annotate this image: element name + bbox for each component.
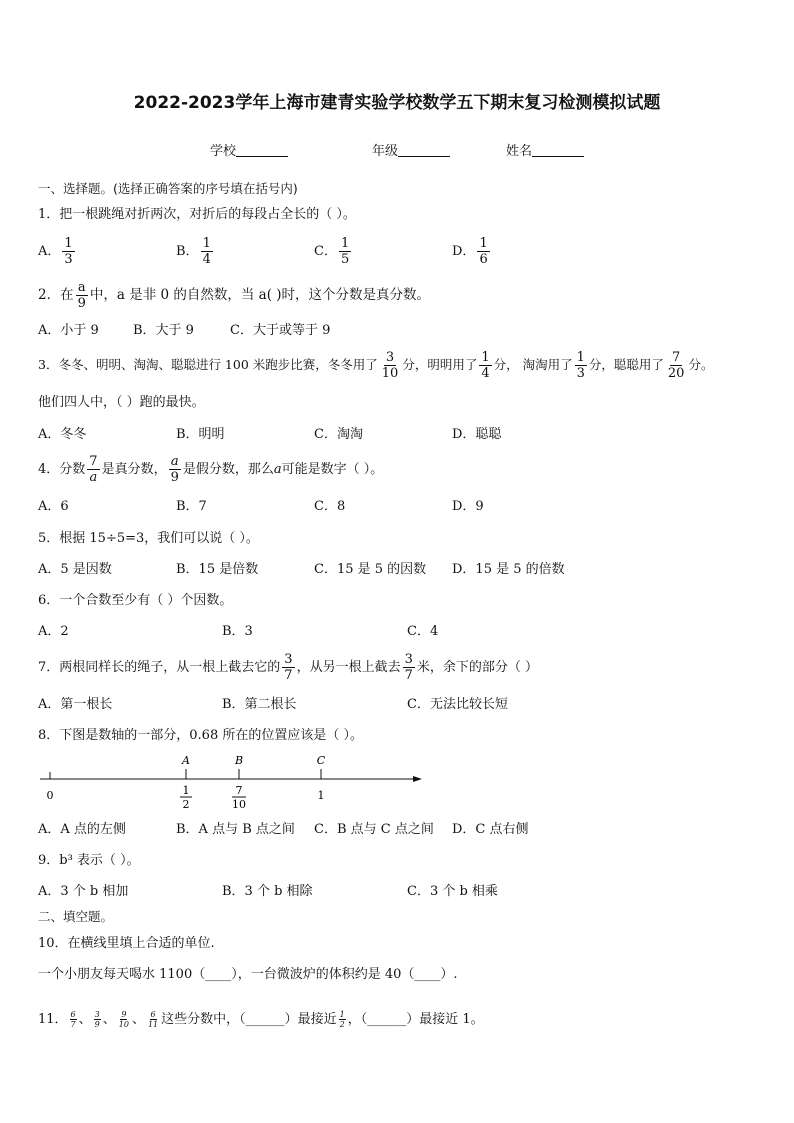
q3-option-a[interactable]: A．冬冬	[38, 427, 87, 442]
frac-den: 7	[404, 668, 413, 683]
school-field[interactable]	[210, 140, 288, 159]
frac-den: 9	[77, 296, 86, 311]
q2-text-post: 中，a 是非 0 的自然数，当 a( )时，这个分数是真分数。	[89, 287, 431, 303]
q6-option-a[interactable]: A．2	[38, 624, 69, 639]
q4-option-a[interactable]: A．6	[38, 499, 69, 514]
q4-text: 是假分数，那么	[182, 462, 274, 477]
q4-text: 是真分数，	[101, 462, 167, 477]
q11-text: ，（______）最接近 1。	[347, 1012, 484, 1027]
frac-num: 6	[150, 1010, 156, 1019]
q9-option-b[interactable]: B．3 个 b 相除	[222, 884, 313, 899]
frac-num: 3	[284, 652, 293, 667]
q2-stem	[38, 280, 430, 311]
q3-stem	[38, 350, 713, 381]
q1-option-d[interactable]	[452, 236, 492, 267]
q1-option-c[interactable]	[314, 236, 353, 267]
frac-num: 1	[202, 236, 211, 251]
tick-label-zero: 0	[46, 789, 54, 802]
frac-num: 1	[481, 350, 490, 365]
q7-option-a[interactable]: A．第一根长	[38, 697, 113, 712]
frac-den: 4	[202, 252, 211, 267]
q8-option-c[interactable]: C．B 点与 C 点之间	[314, 822, 434, 837]
frac-num: 1	[64, 236, 73, 251]
name-label: 姓名	[506, 144, 533, 159]
q3-option-b[interactable]: B．明明	[176, 427, 225, 442]
frac-den: 6	[479, 252, 488, 267]
frac-num: 1	[576, 350, 585, 365]
q4-text: 可能是数字（ ）。	[281, 462, 384, 477]
frac-num: 1	[479, 236, 488, 251]
frac-num: a	[170, 454, 179, 469]
q3-option-c[interactable]: C．淘淘	[314, 427, 363, 442]
q3-text: 3．冬冬、明明、淘淘、聪聪进行 100 米跑步比赛，冬冬用了	[38, 357, 378, 372]
q10-line2[interactable]: 一个小朋友每天喝水 1100（____），一台微波炉的体积约是 40（____）.	[38, 967, 458, 982]
frac-den: 3	[64, 252, 73, 267]
tick-label-a-den: 2	[182, 798, 190, 811]
frac-den: 7	[70, 1020, 76, 1029]
option-label: A．	[38, 244, 61, 259]
q3-text: 分，聪聪用了	[588, 357, 664, 372]
frac-num: 3	[404, 652, 413, 667]
name-blank[interactable]	[532, 144, 584, 157]
page-title: 2022-2023学年上海市建青实验学校数学五下期末复习检测模拟试题	[133, 93, 661, 113]
frac-den: 20	[667, 366, 685, 381]
frac-den: 9	[94, 1020, 100, 1029]
grade-field[interactable]	[372, 140, 450, 159]
q5-option-a[interactable]: A．5 是因数	[38, 562, 112, 577]
point-b-label: B	[234, 754, 244, 767]
q5-option-b[interactable]: B．15 是倍数	[176, 562, 259, 577]
q5-option-d[interactable]: D．15 是 5 的倍数	[452, 562, 565, 577]
frac-num: 3	[385, 350, 395, 365]
frac-den: 9	[170, 470, 179, 485]
q2-option-c[interactable]: C．大于或等于 9	[230, 323, 331, 338]
q2-text-pre: 2．在	[38, 287, 74, 303]
frac-den: 11	[147, 1020, 159, 1029]
q3-text: 分，明明用了	[402, 357, 478, 372]
frac-num: a	[77, 280, 86, 295]
frac-num: 7	[672, 350, 681, 365]
tick-label-b-num: 7	[235, 784, 243, 797]
q9-option-a[interactable]: A．3 个 b 相加	[38, 884, 129, 899]
option-label: C．	[314, 244, 337, 259]
q7-option-b[interactable]: B．第二根长	[222, 697, 297, 712]
q3-text: 分。	[688, 357, 714, 372]
q9-stem: 9．b³ 表示（ ）。	[38, 853, 140, 868]
frac-den: 10	[381, 366, 399, 381]
frac-den: 7	[284, 668, 293, 683]
q8-option-a[interactable]: A．A 点的左侧	[38, 822, 126, 837]
q1-option-a[interactable]	[38, 236, 77, 267]
q6-option-b[interactable]: B．3	[222, 624, 253, 639]
number-line-arrow	[413, 776, 422, 782]
tick-label-b-den: 10	[232, 798, 246, 811]
q3-text: 分， 淘淘用了	[493, 357, 573, 372]
option-label: B．	[176, 244, 199, 259]
frac-den: 3	[576, 366, 585, 381]
q4-option-c[interactable]: C．8	[314, 499, 346, 514]
q11-text: 这些分数中，（______）最接近	[161, 1012, 337, 1027]
point-c-label: C	[316, 754, 326, 767]
q8-option-d[interactable]: D．C 点右侧	[452, 822, 529, 837]
q4-option-b[interactable]: B．7	[176, 499, 207, 514]
frac-num: 3	[94, 1010, 100, 1019]
tick-label-one: 1	[317, 789, 325, 802]
frac-num: 7	[89, 454, 98, 469]
q2-option-a[interactable]: A．小于 9	[38, 323, 99, 338]
q7-stem	[38, 652, 538, 683]
q9-option-c[interactable]: C．3 个 b 相乘	[407, 884, 498, 899]
q5-option-c[interactable]: C．15 是 5 的因数	[314, 562, 427, 577]
q11-stem: 11． $\frac{6}{7}$ 、 $\frac{3}{9}$ 、 $\frac{9}{10}$ 、 $\frac{6}{11}$ 这些分数中，（______）最接近 $\frac{1}{2}$ ，（______）最接近 1。	[38, 1010, 484, 1029]
q3-line2: 他们四人中，（ ）跑的最快。	[38, 395, 205, 410]
frac-den: 5	[340, 252, 350, 267]
q4-variable: a	[273, 462, 282, 477]
frac-num: 9	[121, 1010, 127, 1019]
q4-option-d[interactable]: D．9	[452, 499, 484, 514]
frac-num: 1	[339, 1010, 345, 1019]
section-1-heading: 一、选择题。(选择正确答案的序号填在括号内)	[38, 181, 298, 196]
school-blank[interactable]	[236, 144, 288, 157]
q6-stem: 6．一个合数至少有（ ）个因数。	[38, 593, 233, 608]
q7-text: 米，余下的部分（ ）	[416, 660, 538, 675]
school-label: 学校	[210, 144, 237, 159]
frac-den: 4	[481, 366, 490, 381]
tick-label-a-num: 1	[182, 784, 190, 797]
name-field[interactable]	[506, 140, 584, 159]
q6-option-c[interactable]: C．4	[407, 624, 439, 639]
q7-text: 7．两根同样长的绳子，从一根上截去它的	[38, 660, 281, 675]
q7-text: ，从另一根上截去	[296, 660, 401, 675]
frac-den: a	[89, 470, 98, 485]
option-label: D．	[452, 244, 476, 259]
q11-text: 11．	[38, 1012, 68, 1027]
point-a-label: A	[182, 754, 190, 767]
frac-den: 2	[339, 1020, 345, 1029]
frac-num: 6	[70, 1010, 76, 1019]
frac-den: 10	[118, 1020, 129, 1029]
number-line-diagram	[38, 750, 438, 814]
q2-option-b[interactable]: B．大于 9	[133, 323, 194, 338]
q4-stem	[38, 454, 383, 485]
grade-label: 年级	[372, 144, 399, 159]
q1-option-b[interactable]	[176, 236, 215, 267]
q1-stem: 1．把一根跳绳对折两次，对折后的每段占全长的（ ）。	[38, 207, 356, 222]
q5-stem: 5．根据 15÷5=3，我们可以说（ ）。	[38, 531, 259, 546]
q8-stem: 8．下图是数轴的一部分，0.68 所在的位置应该是（ ）。	[38, 728, 363, 743]
q4-text: 4．分数	[38, 462, 86, 477]
frac-num: 1	[340, 236, 350, 251]
q3-option-d[interactable]: D．聪聪	[452, 427, 502, 442]
q7-option-c[interactable]: C．无法比较长短	[407, 697, 508, 712]
grade-blank[interactable]	[398, 144, 450, 157]
section-2-heading: 二、填空题。	[38, 909, 114, 924]
q8-option-b[interactable]: B．A 点与 B 点之间	[176, 822, 295, 837]
q10-stem: 10．在横线里填上合适的单位.	[38, 936, 215, 951]
